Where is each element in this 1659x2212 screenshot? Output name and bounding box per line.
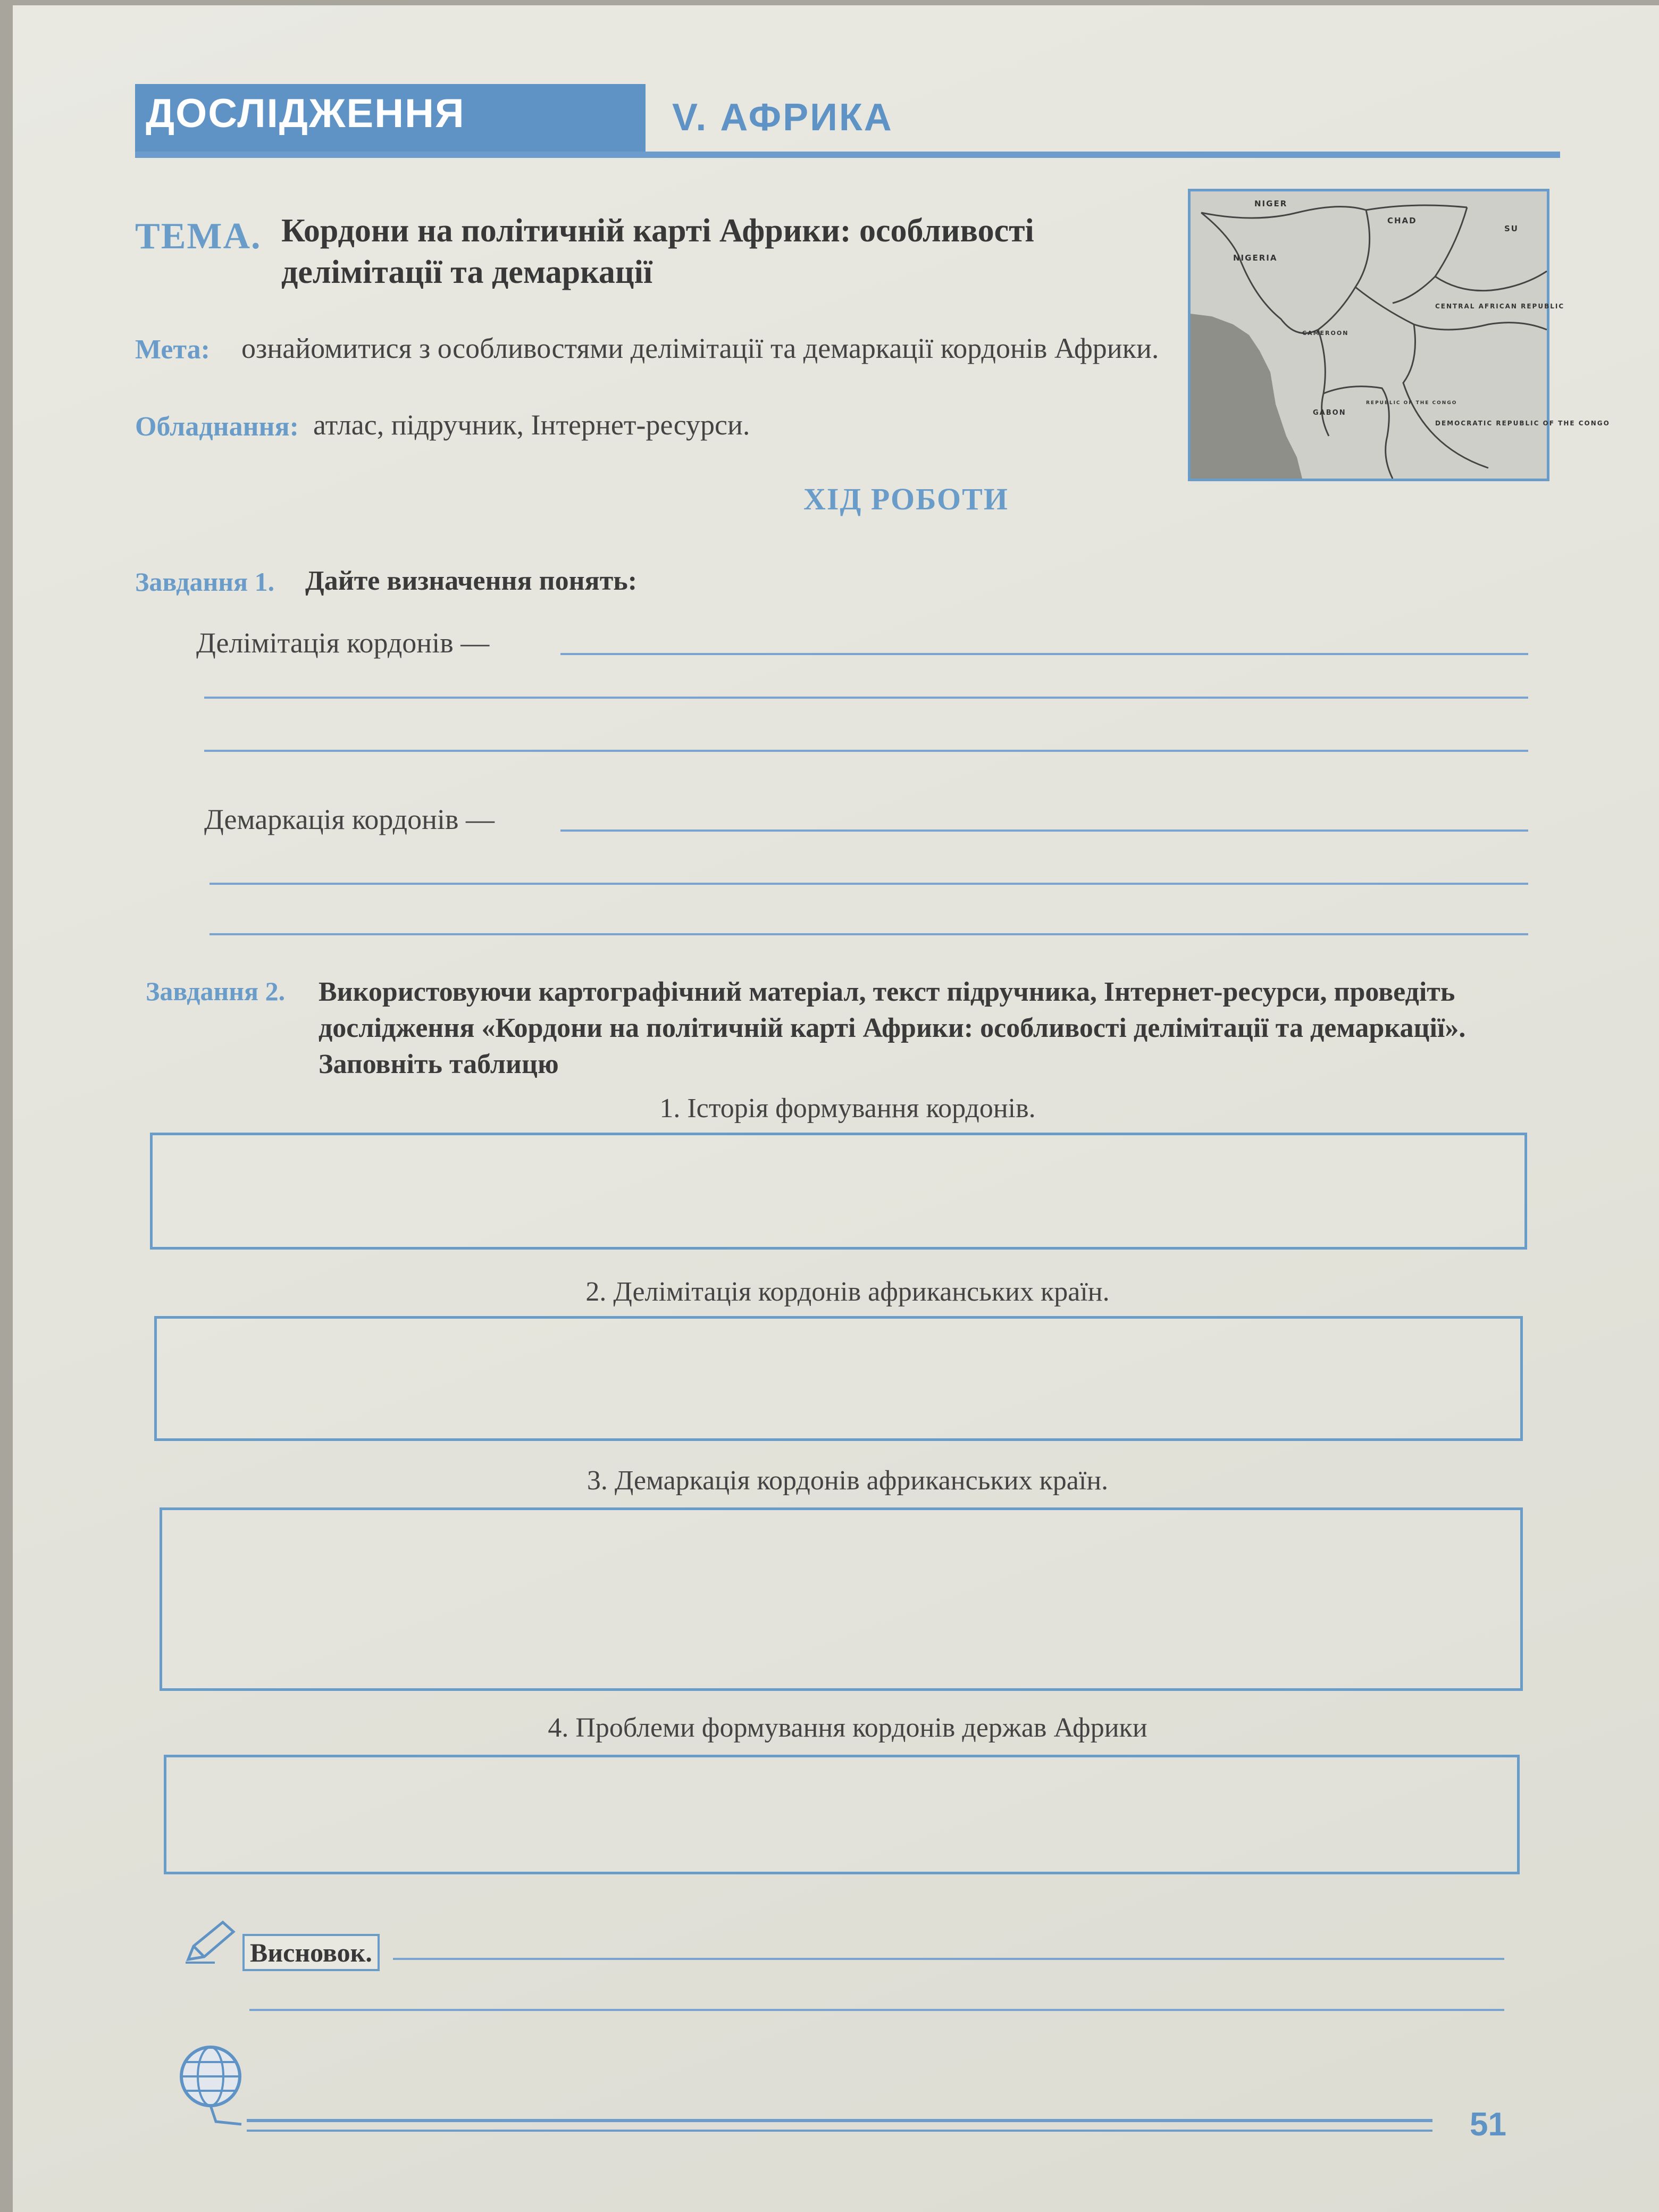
map-label-drc: DEMOCRATIC REPUBLIC OF THE CONGO [1435,420,1610,427]
footer-rule [247,2119,1432,2122]
map-label-cameroon: CAMEROON [1302,330,1349,337]
footer-rule [247,2130,1432,2132]
goal-label: Мета: [135,334,210,365]
pen-icon [183,1917,241,1967]
answer-line[interactable] [393,1958,1504,1960]
answer-box-delimitation[interactable] [154,1316,1523,1441]
section-title-demarcation: 3. Демаркація кордонів африканських країн. [586,1465,1109,1496]
map-graphic [1191,191,1610,479]
task2-label: Завдання 2. [146,976,286,1006]
answer-box-demarcation[interactable] [160,1507,1523,1691]
answer-line[interactable] [560,830,1528,832]
map-label-car: CENTRAL AFRICAN REPUBLIC [1435,303,1565,310]
answer-line[interactable] [249,2009,1504,2011]
chapter-title: V. АФРИКА [672,96,893,139]
task1-label: Завдання 1. [135,567,275,597]
answer-line[interactable] [210,933,1528,935]
globe-icon [172,2042,252,2135]
equipment-text: атлас, підручник, Інтернет-ресурси. [313,409,750,441]
map-label-gabon: GABON [1313,409,1346,417]
answer-line[interactable] [210,883,1528,885]
delimitation-term: Делімітація кордонів — [196,627,490,659]
map-label-su: SU [1504,224,1519,233]
header-rule [135,152,1560,158]
goal-text: ознайомитися з особливостями делімітації та демаркації кордонів Африки. [241,332,1159,364]
answer-box-problems[interactable] [164,1755,1520,1874]
answer-line[interactable] [204,697,1528,699]
workbook-page [13,5,1659,2212]
answer-box-history[interactable] [150,1133,1527,1250]
section-title-problems: 4. Проблеми формування кордонів держав Африки [548,1713,1147,1743]
answer-line[interactable] [204,750,1528,752]
task1-text: Дайте визначення понять: [305,566,638,596]
map-label-nigeria: NIGERIA [1233,253,1278,263]
answer-line[interactable] [560,653,1528,655]
conclusion-label: Висновок. [242,1934,380,1971]
topic-label: ТЕМА. [135,216,262,257]
page-number: 51 [1470,2106,1506,2143]
demarcation-term: Демаркація кордонів — [204,803,495,835]
topic-text: Кордони на політичній карті Африки: особливості делімітації та демаркації [281,213,1034,290]
map-label-congo: REPUBLIC OF THE CONGO [1366,400,1457,406]
section-label: ДОСЛІДЖЕННЯ [146,91,465,136]
task2-text: Використовуючи картографічний матеріал, текст підручника, Інтернет-ресурси, проведіть дослідження «Кордони на політичній карті Африки: особливості делімітації та демаркації». Заповніть таблицю [319,977,1466,1079]
africa-map [1188,189,1610,481]
section-title-delimitation: 2. Делімітація кордонів африканських країн. [585,1277,1110,1307]
progress-title: ХІД РОБОТИ [803,482,1009,516]
map-label-niger: NIGER [1254,199,1288,208]
equipment-label: Обладнання: [135,412,299,442]
section-title-history: 1. Історія формування кордонів. [659,1093,1036,1124]
map-label-chad: CHAD [1387,216,1417,225]
